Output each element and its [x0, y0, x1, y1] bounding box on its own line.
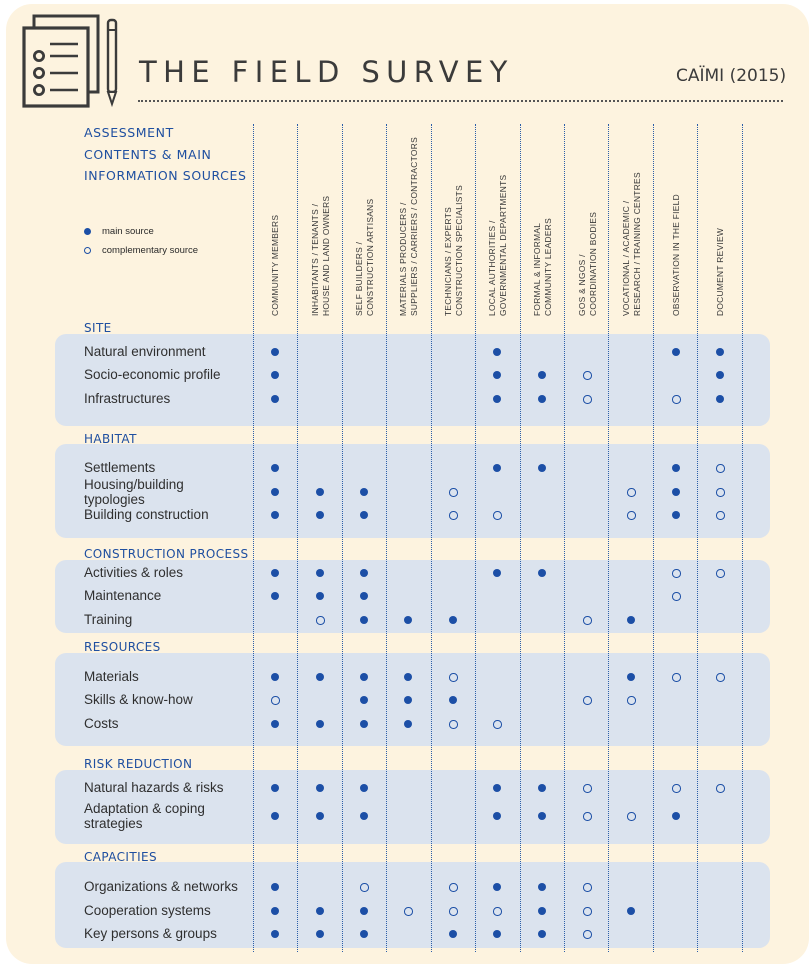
main-source-dot [316, 812, 324, 820]
row-label: Settlements [84, 460, 156, 475]
main-source-dot [493, 784, 501, 792]
main-source-dot [672, 464, 680, 472]
main-source-dot [449, 696, 457, 704]
column-header-line: RESEARCH / TRAINING CENTRES [631, 172, 641, 316]
row-label: Training [84, 612, 133, 627]
column-header-text [398, 137, 419, 316]
main-source-dot [271, 569, 279, 577]
main-source-dot [360, 696, 368, 704]
legend-main [84, 222, 198, 241]
complementary-source-circle [716, 569, 725, 578]
section-title: RISK REDUCTION [84, 757, 193, 771]
legend-complementary-label: complementary source [102, 245, 199, 256]
column-divider [253, 124, 254, 952]
column-header-line: VOCATIONAL / ACADEMIC / [620, 200, 631, 316]
column-header-text [443, 185, 464, 316]
complementary-source-circle [672, 784, 681, 793]
column-header-line: LOCAL AUTHORITIES / [486, 220, 497, 316]
row-label: Costs [84, 716, 119, 731]
main-source-dot [538, 784, 546, 792]
matrix-heading-line: ASSESSMENT [84, 125, 174, 140]
column-header-text [577, 212, 598, 316]
main-source-dot [271, 812, 279, 820]
section-title: CAPACITIES [84, 850, 158, 864]
column-header-line: DOCUMENT REVIEW [714, 227, 725, 316]
matrix-heading-line: INFORMATION SOURCES [84, 168, 247, 183]
survey-checklist-and-pencil-icon [22, 14, 122, 110]
main-source-dot [316, 511, 324, 519]
row-label: Natural environment [84, 344, 206, 359]
row-label: Socio-economic profile [84, 367, 221, 382]
main-source-dot [360, 488, 368, 496]
column-header-line: COORDINATION BODIES [587, 211, 597, 316]
main-source-dot [493, 348, 501, 356]
complementary-source-circle [716, 511, 725, 520]
main-source-dot [271, 907, 279, 915]
complementary-source-circle [583, 696, 592, 705]
complementary-source-circle [583, 784, 592, 793]
complementary-source-circle [672, 569, 681, 578]
complementary-source-circle-icon [84, 247, 91, 254]
complementary-source-circle [583, 616, 592, 625]
column-header-line: GOVERNMENTAL DEPARTMENTS [497, 174, 507, 316]
complementary-source-circle [672, 592, 681, 601]
complementary-source-circle [449, 488, 458, 497]
section-title: RESOURCES [84, 640, 161, 654]
page-title: THE FIELD SURVEY [139, 55, 514, 89]
main-source-dot [271, 720, 279, 728]
column-header-line: OBSERVATION IN THE FIELD [670, 194, 681, 316]
complementary-source-circle [627, 488, 636, 497]
main-source-dot [404, 720, 412, 728]
row-label: Building construction [84, 507, 209, 522]
main-source-dot [271, 592, 279, 600]
column-divider [431, 124, 432, 952]
row-label: Infrastructures [84, 391, 171, 406]
column-header-text [621, 172, 642, 316]
row-label: Materials [84, 669, 139, 684]
complementary-source-circle [716, 464, 725, 473]
complementary-source-circle [672, 673, 681, 682]
main-source-dot [360, 812, 368, 820]
main-source-dot [360, 616, 368, 624]
column-header-line: CONSTRUCTION ARTISANS [364, 198, 374, 316]
main-source-dot [316, 488, 324, 496]
column-header-line: CONSTRUCTION SPECIALISTS [453, 185, 463, 316]
row-label: Maintenance [84, 588, 162, 603]
main-source-dot [672, 488, 680, 496]
matrix-heading [84, 122, 247, 187]
column-header-line: FORMAL & INFORMAL [531, 222, 542, 316]
main-source-dot [316, 592, 324, 600]
complementary-source-circle [627, 511, 636, 520]
complementary-source-circle [583, 883, 592, 892]
column-divider [742, 124, 743, 952]
main-source-dot [538, 930, 546, 938]
main-source-dot [271, 464, 279, 472]
main-source-dot [449, 616, 457, 624]
main-source-dot [672, 511, 680, 519]
complementary-source-circle [583, 371, 592, 380]
main-source-dot [316, 569, 324, 577]
column-header-line: SELF BUILDERS / [353, 241, 364, 316]
column-header-line: TECHNICIANS / EXPERTS [442, 207, 453, 316]
column-header-text [310, 196, 331, 316]
column-divider [386, 124, 387, 952]
section-title: HABITAT [84, 432, 137, 446]
main-source-dot [716, 371, 724, 379]
row-label: Housing/building typologies [84, 477, 184, 507]
complementary-source-circle [493, 720, 502, 729]
main-source-dot [627, 673, 635, 681]
column-divider [342, 124, 343, 952]
main-source-dot [538, 907, 546, 915]
row-label: Skills & know-how [84, 692, 193, 707]
column-header-line: GOS & NGOS / [576, 254, 587, 316]
main-source-dot [316, 784, 324, 792]
main-source-dot [316, 720, 324, 728]
complementary-source-circle [493, 511, 502, 520]
legend-main-label: main source [102, 226, 154, 237]
main-source-dot [360, 592, 368, 600]
complementary-source-circle [583, 907, 592, 916]
main-source-dot [360, 907, 368, 915]
column-header-line: COMMUNITY LEADERS [542, 217, 552, 316]
main-source-dot [493, 883, 501, 891]
column-header-text [671, 194, 682, 316]
main-source-dot [271, 371, 279, 379]
main-source-dot [538, 812, 546, 820]
column-header-text [532, 218, 553, 316]
complementary-source-circle [316, 616, 325, 625]
main-source-dot [493, 371, 501, 379]
column-header-line: SUPPLIERS / CARRIERS / CONTRACTORS [408, 137, 418, 316]
main-source-dot [404, 696, 412, 704]
main-source-dot [716, 348, 724, 356]
legend [84, 222, 198, 260]
main-source-dot [538, 569, 546, 577]
section-title: SITE [84, 321, 112, 335]
column-divider [475, 124, 476, 952]
title-divider [138, 100, 783, 102]
complementary-source-circle [672, 395, 681, 404]
column-divider [608, 124, 609, 952]
main-source-dot [271, 348, 279, 356]
complementary-source-circle [627, 812, 636, 821]
main-source-dot [316, 907, 324, 915]
complementary-source-circle [404, 907, 413, 916]
complementary-source-circle [583, 812, 592, 821]
main-source-dot [538, 464, 546, 472]
complementary-source-circle [716, 784, 725, 793]
main-source-dot [360, 569, 368, 577]
section-title: CONSTRUCTION PROCESS [84, 547, 249, 561]
main-source-dot [271, 784, 279, 792]
main-source-dot [538, 395, 546, 403]
main-source-dot [538, 883, 546, 891]
column-header-line: COMMUNITY MEMBERS [269, 214, 280, 316]
column-header-text [354, 199, 375, 316]
main-source-dot [493, 930, 501, 938]
author-citation: CAÏMI (2015) [676, 66, 787, 86]
complementary-source-circle [449, 673, 458, 682]
main-source-dot [538, 371, 546, 379]
row-label: Organizations & networks [84, 879, 238, 894]
main-source-dot [360, 720, 368, 728]
main-source-dot [360, 511, 368, 519]
complementary-source-circle [716, 673, 725, 682]
main-source-dot [449, 930, 457, 938]
main-source-dot [360, 673, 368, 681]
complementary-source-circle [583, 395, 592, 404]
complementary-source-circle [271, 696, 280, 705]
row-label: Natural hazards & risks [84, 780, 224, 795]
main-source-dot [271, 511, 279, 519]
row-label: Cooperation systems [84, 903, 211, 918]
column-header-text [270, 215, 281, 316]
column-header-text [487, 175, 508, 316]
column-header-line: INHABITANTS / TENANTS / [309, 203, 320, 316]
complementary-source-circle [583, 930, 592, 939]
main-source-dot [672, 348, 680, 356]
main-source-dot [627, 907, 635, 915]
main-source-dot [271, 673, 279, 681]
column-divider [697, 124, 698, 952]
matrix-heading-line: CONTENTS & MAIN [84, 146, 212, 162]
main-source-dot [493, 395, 501, 403]
main-source-dot [360, 930, 368, 938]
column-divider [564, 124, 565, 952]
main-source-dot [627, 616, 635, 624]
complementary-source-circle [449, 883, 458, 892]
column-divider [653, 124, 654, 952]
complementary-source-circle [449, 511, 458, 520]
main-source-dot [271, 395, 279, 403]
legend-complementary [84, 241, 198, 260]
complementary-source-circle [627, 696, 636, 705]
main-source-dot [271, 488, 279, 496]
main-source-dot [316, 673, 324, 681]
row-label: Key persons & groups [84, 926, 217, 941]
main-source-dot [716, 395, 724, 403]
main-source-dot [493, 812, 501, 820]
row-label: Adaptation & coping strategies [84, 801, 205, 831]
column-divider [297, 124, 298, 952]
main-source-dot-icon [84, 228, 91, 235]
complementary-source-circle [716, 488, 725, 497]
main-source-dot [404, 616, 412, 624]
main-source-dot [493, 464, 501, 472]
row-label: Activities & roles [84, 565, 184, 580]
complementary-source-circle [360, 883, 369, 892]
column-header-text [715, 228, 726, 316]
main-source-dot [493, 569, 501, 577]
main-source-dot [316, 930, 324, 938]
main-source-dot [360, 784, 368, 792]
complementary-source-circle [449, 907, 458, 916]
main-source-dot [271, 883, 279, 891]
main-source-dot [271, 930, 279, 938]
main-source-dot [404, 673, 412, 681]
complementary-source-circle [449, 720, 458, 729]
column-header-line: HOUSE AND LAND OWNERS [320, 195, 330, 316]
column-divider [520, 124, 521, 952]
column-header-line: MATERIALS PRODUCERS / [397, 202, 408, 316]
complementary-source-circle [493, 907, 502, 916]
main-source-dot [672, 812, 680, 820]
